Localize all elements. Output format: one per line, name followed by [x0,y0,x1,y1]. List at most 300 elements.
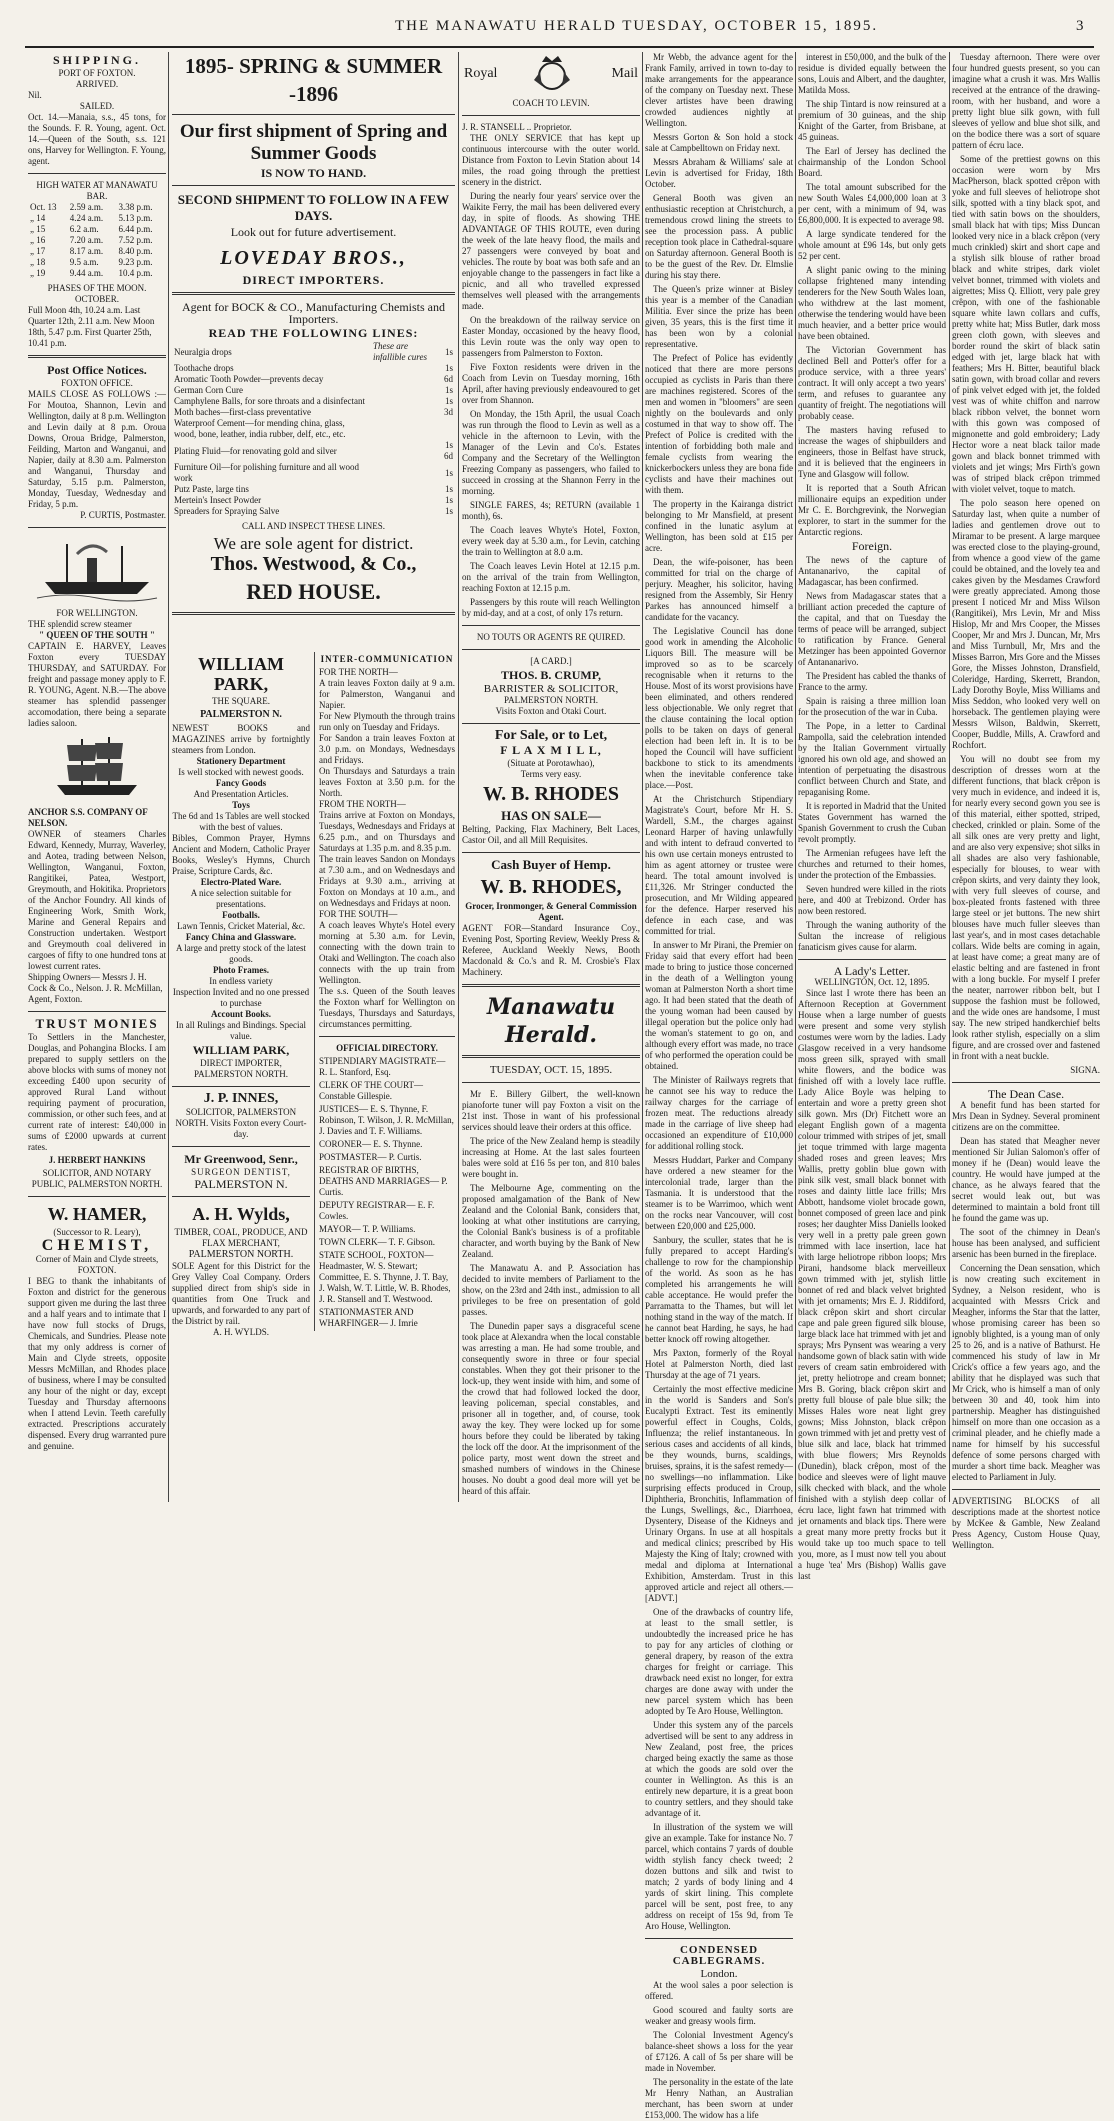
wylds-title: A. H. Wylds, [192,1204,290,1224]
post-office-text: MAILS CLOSE AS FOLLOWS :— For Moutoa, Shannon, Levin and Wellington, daily at 8 p.m. Wellington and Levin daily at 8 p.m. Oroua Downs, Oroua Bridge, Palmerston, Feilding, Marton and Wanganui, and Napier, daily at 8.30 a.m. Palmerston and Wanganui, Thursday and Saturday, 5.15 p.m. Palmerston, Monday, Tuesday, Wednesday and Friday, 5 p.m. [28,389,166,509]
product-line-cell: 1s [444,363,453,373]
official-entry: REGISTRAR OF BIRTHS, DEATHS AND MARRIAGES— P. Curtis. [319,1165,448,1197]
park-account: Account Books. [210,1009,271,1019]
product-line-cell [371,440,437,462]
park-bibles: Bibles, Common Prayer, Hymns Ancient and Modern, Catholic Prayer Books, Wesley's Hymns, Church Praise, Scripture Cards, &c. [172,833,310,876]
herald-paragraph: The Dunedin paper says a disgraceful scene took place at Alexandra when the local constable was arresting a man. He had some trouble, and consequently swore in three or four special constables. When they got their prisoner to the lock-up, they went inside with him, and some of the crowd that had followed locked the door, leaving policeman, special constables, and prisoner all in together, and, of course, took away the key. They were locked up for some hours before they could be liberated by taking the lock off the door. At the imprisonment of the police party, most went down the street and smashed numbers of windows in the Chinese houses. No doubt a good deal more will yet be heard of this affair. [462,1321,640,1496]
news-paragraph: Certainly the most effective medicine in the world is Sanders and Son's Eucalypti Extract. Test its eminently powerful effect in Coughs, Colds, Influenza; the relief instantaneous. In serious cases and accidents of all kinds, be they wounds, burns, scaldings, bruises, sprains, it is the safest remedy—no swellings—no inflammation. Like surprising effects produced in Croup, Diphtheria, Bronchitis, Inflammation of the Lungs, Swellings, &c., Diarrhoea, Dysentery, Disease of the Kidneys and Urinary Organs. In use at all hospitals and medical clinics; prescribed by His Majesty the King of Italy; crowned with medal and diploma at International Exhibition, Amsterdam. Trust in this approved article and reject all others.—[ADVT.] [645,1384,793,1603]
for-wellington: FOR WELLINGTON. [56,608,138,618]
coach-paragraphs [462,133,640,619]
wylds-text: SOLE Agent for this District for the Grey Valley Coal Company. Orders supplied direct from ship's side in quantities from One Truck and upwards, and forwarded to any part of the District by rail. [172,1261,310,1326]
divider [28,1011,166,1012]
product-line-cell [371,363,437,374]
crump-name: THOS. B. CRUMP, [501,668,601,682]
park-invite: Inspection Invited and no one pressed to purchase [172,987,310,1008]
official-entry: POSTMASTER— P. Curtis. [319,1152,422,1162]
news-paragraph: Sanbury, the sculler, states that he is fully prepared to accept Harding's challenge to row for the championship of the world. As soon as he has completed his arrangements he will cable acceptance. He would prefer the Parramatta to the Thames, but will let nothing stand in the way of the match. If he cannot beat Harding, he says, he had better knock off rowing altogether. [645,1235,793,1344]
news-paragraph: The total amount subscribed for the new South Wales £4,000,000 loan at 3 per cent, with a minimum of 94, was £6,800,000. It is expected to average 98. [798,182,946,225]
lookout-text: Look out for future advertisement. [230,225,397,239]
official-title: OFFICIAL DIRECTORY. [336,1043,438,1053]
official-entry: JUSTICES— E. S. Thynne, F. Robinson, T. Wilson, J. R. McMillan, J. Davies and T. F. Williams. [319,1104,454,1136]
cablegrams-title: CONDENSED CABLEGRAMS. [672,1944,766,1967]
masthead-rule [25,46,1094,48]
column-divider [949,52,950,1502]
divider [952,1082,1100,1083]
dean-case-title: The Dean Case. [987,1087,1065,1101]
steamer-intro: THE splendid screw steamer [28,619,132,629]
cablegram-paragraph: The Colonial Investment Agency's balance-sheet shows a loss for the year of £7126. A call of 5s per share will be made in November. [645,2030,793,2073]
product-line-cell: 1s [444,506,453,516]
coach-paragraph: On Monday, the 15th April, the usual Coach was run through the flood to Levin as well as a vehicle in the afternoon to Levin, with the Manager of the Levin and Co's. Estates Company and the Secretary of the Wellington Freezing Company as passengers, who failed to succeed in crossing at the Shannon Ferry in the morning. [462,409,640,496]
tide-cell: „ 17 [30,246,46,256]
high-water-title: HIGH WATER AT MANAWATU BAR. [36,180,158,201]
divider [462,852,640,853]
tide-cell: 4.24 a.m. [69,213,104,223]
column-6 [952,52,1100,1550]
column-divider [642,52,643,1502]
news-paragraph: The masters having refused to increase the wages of shipbuilders and engineers, those in Belfast have struck, and it is believed that the engineers in Tyne and Glasgow will follow. [798,425,946,479]
park-china: Fancy China and Glassware. [185,932,297,942]
official-entry: CORONER— E. S. Thynne. [319,1139,423,1149]
rhodes-title-2: W. B. RHODES, [480,876,622,898]
inter-south-label: FOR THE SOUTH— [319,909,398,919]
inter-north-label: FOR THE NORTH— [319,667,398,677]
official-directory [319,1056,455,1329]
trust-text: To Settlers in the Manchester, Douglas, and Pohangina Blocks. I am prepared to supply settlers on the above blocks with sums of money not exceeding £400 upon security of approved Rural Land without requiring payment of procuration, commission, or other such fees, and at current rate of interest: £40,000 in sums of £2000 upwards at current rates. [28,1032,166,1152]
official-entry: CLERK OF THE COURT— Constable Gillespie. [319,1080,424,1101]
park-advert [172,652,310,1338]
steamer-text: CAPTAIN E. HARVEY, Leaves Foxton every TUESDAY THURSDAY, and SATURDAY. For freight and passage money apply to F. R. YOUNG, Agent. N.B.—The above steamer has splendid passenger accomodation, there being a separate ladies saloon. [28,641,166,728]
news-paragraphs [645,52,793,1932]
product-line-cell: Furniture Oil—for polishing furniture and all wood work [174,462,359,483]
crump-title: BARRISTER & SOLICITOR, [483,683,619,695]
foreign-paragraph: Seven hundred were killed in the riots here, and 400 at Trebizond. Order has now been restored. [798,884,946,916]
news-paragraph: Mr Webb, the advance agent for the Frank Family, arrived in town to-day to make arrangements for the appearance of the company on Tuesday next. These clever artistes have been drawing crowded audiences nightly at Wellington. [645,52,793,128]
foreign-paragraph: News from Madagascar states that a brilliant action preceded the capture of the capital, and that on Tuesday the terms of peace will be arranged, subject to ratification by France. General Metzinger has been appointed Governor of Antananarivo. [798,591,946,667]
tide-cell: „ 16 [30,235,46,245]
product-line-cell [371,418,437,440]
foreign-paragraph: Spain is raising a three million loan for the prosecution of the war in Cuba. [798,696,946,717]
news-paragraphs [798,52,946,538]
chemist-title: CHEMIST, [41,1237,153,1254]
news-paragraph: The Earl of Jersey has declined the chairmanship of the London School Board. [798,146,946,178]
read-lines-title: READ THE FOLLOWING LINES: [208,326,419,340]
wylds-trade: TIMBER, COAL, PRODUCE, AND FLAX MERCHANT, [174,1227,308,1248]
hamer-address: Corner of Main and Clyde streets, FOXTON. [35,1254,159,1275]
news-paragraph: The Legislative Council has done good work in amending the Alcoholic Liquors Bill. The measure will be improved so as to be scarcely recognisable when it returns to the House. Most of its worst provisions have been eliminated, and others rendered less objectionable. We only regret that the clause containing the local option polls to be taken on days of general election had been left in. It is to be hoped the Council will have sufficient backbone to stick to its amendments when the inevitable conference take place.—Post. [645,626,793,790]
coach-title: COACH TO LEVIN. [512,98,590,108]
product-line-cell [371,374,437,385]
foreign-paragraph: It is reported in Madrid that the United States Government has warned the Spanish Government to crush the Cuban revolt promptly. [798,801,946,844]
product-line-cell: Mertein's Insect Powder [174,495,262,505]
rhodes-title: W. B. RHODES [483,783,619,805]
advertising-blocks: ADVERTISING BLOCKS of all descriptions made at the shortest notice by McKee & Gamble, New Zealand Press Agency, Custom House Quay, Wellington. [952,1496,1100,1550]
divider [28,355,166,358]
sole-agent: We are sole agent for district. [213,534,414,553]
coach-paragraph: SINGLE FARES, 4s; RETURN (available 1 month), 6s. [462,500,640,521]
tide-cell: 3.38 p.m. [118,202,153,212]
coach-paragraph: The Coach leaves Whyte's Hotel, Foxton, every week day at 5.30 a.m., for Levin, catching the train to Wellington at 8.0 a.m. [462,525,640,557]
divider [172,1196,310,1197]
steamer-illustration [37,534,157,604]
tide-cell: 6.2 a.m. [69,224,99,234]
tide-cell: „ 15 [30,224,46,234]
product-line-cell [371,495,437,506]
news-paragraph: Dean, the wife-poisoner, has been committed for trial on the charge of perjury. Meagher, his solicitor, having resigned from the Assembly, Sir Henry Parkes has announced himself a candidate for the vacancy. [645,557,793,622]
herald-paragraph: The Melbourne Age, commenting on the proposed amalgamation of the Bank of New Zealand and the Colonial Bank, considers that, looking at what other institutions are carrying, the Colonial Bank's business is of a profitable character, and worth buying by the Bank of New Zealand. [462,1183,640,1259]
loveday-importers: DIRECT IMPORTERS. [242,273,385,287]
product-line-cell: Plating Fluid—for renovating gold and silver [174,445,337,456]
coach-paragraph: On the breakdown of the railway service on Easter Monday, occasioned by the heavy flood, this Levin route was the only way open to passengers from Palmerston to Foxton. [462,315,640,358]
column-divider [458,52,459,1502]
lady-letter-paragraph: Tuesday afternoon. There were over four hundred guests present, so you can imagine what a crush it was. Mrs Wallis received at the entrance of the drawing-room, with her husband, and wore a pretty light blue silk gown, with full sleeves of yellow and blue shot silk, and on the bodice there was a sort of square pattern of écru lace. [952,52,1100,150]
column-2 [172,52,455,1502]
herald-paragraphs [462,1089,640,1497]
product-line-cell: 1s [444,467,453,478]
dean-case-paragraphs [952,1100,1100,1483]
inter-text: The s.s. Queen of the South leaves the Foxton wharf for Wellington on Tuesdays, Thursdays and Saturdays, circumstances permitting. [319,986,455,1029]
inter-from-label: FROM THE NORTH— [319,799,406,809]
dean-case-paragraph: The soot of the chimney in Dean's house has been analysed, and sufficient arsenic has been burned in the fireplace. [952,1227,1100,1259]
lady-letter-paragraph: You will no doubt see from my description of dresses worn at the different functions, that black crêpon is very much in evidence, and indeed it is, for nearly every second gown you see is of this material, either spotted, striped, checked, crinkled or plain. Some of the all silk ones are very pretty and light, and are also very expensive; shot silks in all shades are also very fashionable, especially for blouses, to wear with crêpon skirts, and very dainty they look, with very full sleeves of course, and box-pleated fronts fastened with three large steel or jet buttons. The new shirt blouses have much fuller sleeves than last year's, and in most cases detachable collars. Wide belts are coming in again, at least have come; a great many are of elastic belting and are fastened in front with a long buckle. For myself I prefer the neater, narrower ribbon belt, but I suppose the fashion must be followed, and the wide ones are handsome, I must say. The new striped handkerchief belts look rather stylish, especially on a slim figure, and are crossed over and fastened in front with a neat buckle. [952,754,1100,1061]
product-line-cell: 1s [444,346,453,357]
park-fancy-text: And Presentation Articles. [193,789,289,799]
cablegram-paragraph: At the wool sales a poor selection is offered. [645,1980,793,2001]
wylds-town: PALMERSTON NORTH. [188,1249,294,1260]
divider [645,1938,793,1939]
dentist-title: SURGEON DENTIST, [191,1167,291,1177]
tide-row [28,224,166,235]
column-5 [798,52,946,1581]
tide-row [28,213,166,224]
coach-paragraph: During the nearly four years' service over the Waikite Ferry, the mail has been delivered every day, in spite of floods. As showing THE ADVANTAGE OF THIS ROUTE, even during the week of the late heavy flood, the mails and 27 passengers were conveyed by boat and vehicles. The route by boat was both safe and an enjoyable change to the passengers in fact like a picnic, and all who travelled expressed themselves well pleased with the arrangements made. [462,191,640,311]
touts-notice: NO TOUTS OR AGENTS RE QUIRED. [476,632,626,642]
news-paragraph: A large syndicate tendered for the whole amount at £96 14s, but only gets 52 per cent. [798,229,946,261]
park-photo: Photo Frames. [213,965,269,975]
park-electro-text: A nice selection suitable for presentations. [190,888,292,909]
park-town: PALMERSTON N. [200,709,282,720]
divider [798,959,946,960]
loveday-title: LOVEDAY BROS., [220,247,407,269]
has-on-sale: HAS ON SALE— [501,808,601,823]
herald-paragraph: Mr E. Billery Gilbert, the well-known pianoforte tuner will pay Foxton a visit on the 21st inst. Those in want of his professional services should leave their orders at this office. [462,1089,640,1132]
divider [462,1082,640,1083]
coach-paragraph: The Coach leaves Levin Hotel at 12.15 p.m. on the arrival of the train from Wellington, reaching Foxton at 12.15 p.m. [462,561,640,593]
product-line-cell: 1s 6d [444,440,453,461]
park-stationery: Stationery Department [196,756,286,766]
foreign-paragraph: Through the waning authority of the Sultan the increase of religious fanaticism gives cause for alarm. [798,920,946,952]
royal-crest-icon [530,52,574,96]
news-paragraph: In illustration of the system we will give an example. Take for instance No. 7 parcel, which contains 7 yards of double width stylish fancy check tweed; 2 dozen buttons and silk and twist to match; 2 yards of body lining and 4 yards of skirt lining. This complete parcel will be sent, post free, to any address on receipt of 15s 9d, from Te Aro House, Wellington. [645,1822,793,1931]
park-electro: Electro-Plated Ware. [200,877,282,887]
post-office-sign: P. CURTIS, Postmaster. [80,510,166,520]
news-paragraph: One of the drawbacks of country life, at least to the small settler, is undoubtedly the increased price he has to pay for any articles of clothing or general drapery, by reason of the extra charges for freight or carriage. This drawback need exist no longer, for extra charges are done away with under the new parcel system which has been adopted by Te Aro House, Wellington. [645,1607,793,1716]
news-paragraph: In answer to Mr Pirani, the Premier on Friday said that every effort had been made to bring to justice those concerned in the death of a Wellington young woman at Palmerston North a short time ago. It had been stated that the death of the young woman had been caused by illegal operation but the police only had the woman's statement to go on, and although every effort was made, no trace of who performed the operation could be obtained. [645,940,793,1071]
divider [952,1489,1100,1490]
product-line-cell [371,407,437,418]
divider [28,173,166,174]
foreign-paragraphs [798,555,946,953]
royal-label: Royal [464,66,498,81]
news-paragraph: Messrs Abraham & Williams' sale at Levin is advertised for Friday, 18th October. [645,157,793,189]
dean-case-paragraph: Dean has stated that Meagher never mentioned Sir Julian Salomon's offer of money if he (Dean) would leave the country. He would have jumped at the chance, as he always feared that the secret would leak out, but was determined to maintain a bold front till he found the game was up. [952,1136,1100,1223]
news-paragraph: Messrs Huddart, Parker and Company have ordered a new steamer for the intercolonial trade, larger than the Tasmania. It is understood that the steamer is to be Warrimoo, which went on the rocks near Vancouver, will cost between £20,000 and £25,000. [645,1155,793,1231]
official-entry: MAYOR— T. P. Williams. [319,1224,416,1234]
for-sale-title: For Sale, or to Let, [494,728,608,743]
product-line-cell: 1s [444,385,453,395]
post-office-sub: FOXTON OFFICE. [61,378,133,388]
product-line-row [172,374,455,385]
london-heading: London. [700,1968,738,1980]
masthead [0,14,1114,46]
tide-cell: „ 14 [30,213,46,223]
westwood-title: Thos. Westwood, & Co., [210,553,417,575]
sailing-ship-illustration [47,733,147,803]
inter-text: For New Plymouth the through trains run only on Tuesday and Fridays. [319,711,455,732]
product-line-row [172,462,455,484]
divider [172,1146,310,1147]
tide-cell: 9.44 a.m. [69,268,104,278]
product-line-cell [371,396,437,407]
hamer-title: W. HAMER, [47,1204,147,1224]
product-line-cell: These are infallible cures [373,341,427,362]
lady-letter-paragraph: Since last I wrote there has been an Afternoon Reception at Government House when a large number of guests were present and some very stylish costumes were worn by the ladies. Lady Glasgow received in a very handsome moss green silk, sprayed with small white flowers, and the bodice was finished off with a lovely lace ruffle. Lady Alice Boyle was helping to entertain and wore a pretty green shot silk gown. Mrs (Dr) Fitchett wore an elegant English gown of a magenta colour trimmed with stripes of jet, small jet toque trimmed with large magenta shaded roses and green leaves; Mrs Wallis, pretty goblin blue gown with pink silk vest, small black bonnet with roses and dainty little lace frills; Mrs Abbott, handsome violet brocade gown, bonnet composed of green lace and pink roses; her daughter Miss Daniells looked very well in a pretty pale green gown trimmed with lace insertion, lace hat with large heliotrope ribbon loops; Mrs Pirani, handsome black merveilleux gown trimmed with jet, stylish little bonnet of red and black velvet brighted with jet ornaments; Mrs E. J. Riddiford, black crêpon skirt and short circular cape and pale green figured silk blouse, large black lace hat trimmed with jet and sprays; Mrs Pynsent was wearing a very handsome gown of black satin with wide revers of cream satin embroidered with jet, pretty heliotrope and cream bonnet; Mrs B. Goring, black crêpon skirt and pretty full blouse of pale blue silk; the Misses Hales wore neat light grey gowns; Miss Johnston, black crêpon gown trimmed with jet and pretty vest of blue silk and lace, black hat trimmed with blue flowers; Mrs Reynolds (Dunedin), black crêpon, most of the bodice and sleeves were of light mauve silk checked with black, and the whole finished with a stylish deep collar of écru lace, light fawn hat trimmed with jet ornaments and black tips. There were a great many more pretty frocks but it would take up too much space to tell you, more, as I must now tell you about a huge 'tea' Mrs (Bishop) Wallis gave last [798,988,946,1581]
port-title: PORT OF FOXTON. [58,68,136,78]
foreign-paragraph: The Armenian refugees have left the churches and returned to their homes, under the protection of the Embassies. [798,848,946,880]
call-inspect: CALL AND INSPECT THESE LINES. [241,521,386,531]
inter-text: Trains arrive at Foxton on Mondays, Tuesdays, Wednesdays and Fridays at 6.25 p.m., and on Thursdays and Saturdays at 1.35 p.m. and 8.35 p.m. [319,810,456,853]
cash-buyer: Cash Buyer of Hemp. [491,857,611,872]
lady-letter-paragraphs [798,988,946,1582]
news-paragraph: A slight panic owing to the mining collapse frightened many intending tenderers for the New South Wales loan, who withdrew at the last moment, otherwise the tendering would have been much heavier, and a better price would have been obtained. [798,265,946,341]
news-paragraph: It is reported that a South African millionaire equips an expedition under Mr C. E. Borchgrevink, the Norwegian explorer, to start in the summer for the Antarctic regions. [798,483,946,537]
park-sign: WILLIAM PARK, [192,1043,290,1057]
rhodes-grocer: Grocer, Ironmonger, & General Commission Agent. [465,901,637,922]
divider [172,292,455,295]
card-label: [A CARD.] [530,656,572,666]
product-line-cell: 1s [444,495,453,505]
moon-text: Full Moon 4th, 10.24 a.m. Last Quarter 12th, 2.11 a.m. New Moon 18th, 5.47 p.m. First Quarter 25th, 10.41 p.m. [28,305,155,348]
inter-communication-block [314,652,455,1331]
masthead-title: THE MANAWATU HERALD TUESDAY, OCTOBER 15, 1895. [395,18,879,34]
product-line-cell: Aromatic Tooth Powder—prevents decay [174,374,324,384]
park-fancy: Fancy Goods [215,778,267,788]
second-shipment: SECOND SHIPMENT TO FOLLOW IN A FEW DAYS. [177,192,450,223]
page-number: 3 [1076,18,1084,34]
official-entry: STATE SCHOOL, FOXTON— Headmaster, W. S. Stewart; Committee, E. S. Thynne, J. T. Bay, J. Walsh, W. T. Little, W. B. Rhodes, J. R. Stansell and T. Westwood. [319,1250,451,1304]
divider [462,1055,640,1058]
product-line-cell: 1s [444,396,453,406]
news-paragraph: The Victorian Government has declined Bell and Potter's offer for a produce service, with a three years' contract. It will only accept a two years' term, and refuses to guarantee any quantity of freight. The negotiations will probably cease. [798,345,946,421]
dentist-town: PALMERSTON N. [194,1177,288,1191]
coach-paragraph: Passengers by this route will reach Wellington by mid-day, and at a cost, of only 17s return. [462,597,640,618]
product-line-row [172,396,455,407]
product-line-cell [371,506,437,517]
anchor-agents: Shipping Owners— Messrs J. H. Cock & Co., Nelson. J. R. McMillan, Agent, Foxton. [28,972,163,1004]
divider [462,115,640,116]
official-entry: TOWN CLERK— T. F. Gibson. [319,1237,436,1247]
product-line-cell: Neuralgia drops [174,346,232,357]
herald-date: TUESDAY, OCT. 15, 1895. [489,1064,613,1076]
anchor-title: ANCHOR S.S. COMPANY OF NELSON. [28,807,148,828]
foreign-heading: Foreign. [851,539,893,553]
moon-month: OCTOBER. [74,294,120,304]
product-line-cell [437,418,455,440]
product-line-row [172,407,455,418]
crump-visits: Visits Foxton and Otaki Court. [495,706,607,716]
rhodes-agent: AGENT FOR—Standard Insurance Coy., Evening Post, Sporting Review, Weekly Press & Referee, Auckland Weekly News, Booth Macdonald & Co.'s and R. M. Crosbie's Flax Machinery. [462,923,640,977]
shipment-text: Our first shipment of Spring and Summer Goods [179,121,448,164]
news-paragraph: The ship Tintard is now reinsured at a premium of 30 guineas, and the ship Knight of the Garter, from Brisbane, at 45 guineas. [798,99,946,142]
tide-cell: 6.44 p.m. [118,224,153,234]
divider [172,185,455,186]
hankins-sub: SOLICITOR, AND NOTARY PUBLIC, PALMERSTON NORTH. [31,1168,163,1189]
product-line-cell [371,462,437,484]
coach-paragraph: Five Foxton residents were driven in the Coach from Levin on Tuesday morning, 16th April, after having previously endeavoured to get over from Shannon. [462,362,640,405]
lady-letter-paragraph: Some of the prettiest gowns on this occasion were worn by Mrs MacPherson, black spotted crêpon with yoke and full sleeves of heliotrope shot silk, spotted with a tiny black spot, and tied with satin bows on the shoulders, small black hat with tips; Miss Duncan looked very nice in a black crêpon (very much crinkled) skirt and short cape and a stylish silk blouse of rather broad black and white stripes, dark violet velvet bonnet, trimmed with violets and aigrettes; Miss Q. Elliott, very pale grey crêpon, with one of the fashionable square white lawn collars and cuffs, pretty white hat; Miss Butler, dark moss green cloth gown, with sleeves and border round the skirt of black satin edged with jet, large black hat with feathers; Mrs H. Bitter, beautiful black satin gown, with broad collar and revers of pink velvet edged with jet, the folded vest was of white chiffon and narrow black ribbon velvet, the bonnet worn with this gown was composed of mignonette and gold embroidery; Lady Hector wore a neat black tailor made gown and black bonnet trimmed with violets and jet wings; Mrs Firth's gown was of striped black crêpon trimmed with violet velvet, toque to match. [952,154,1100,494]
product-lines-table [172,341,455,517]
tide-cell: Oct. 13 [30,202,57,212]
product-line-row [172,495,455,506]
product-line-row [172,385,455,396]
column-divider [795,52,796,1502]
tide-cell: 2.59 a.m. [69,202,104,212]
cablegram-paragraphs [645,1980,793,2121]
dean-case-paragraph: Concerning the Dean sensation, which is now creating such excitement in Sydney, a Nelson resident, who is acquainted with Messrs Crick and Meagher, informs the Star that the latter, whose promising career has been so ignobly blighted, is a young man of only 25 to 26, and is a native of Bathurst. He commenced his study of law in Mr Crick's office a few years ago, and the ability that he displayed was such that Mr Crick, who is himself a man of only between 30 and 40, took him into partnership. Meagher has distinguished himself on more than one occasion as a criminal pleader, and he chiefly made a name for himself by his successful defence of some persons charged with murder a short time back. Meagher was elected to Parliament in July. [952,1263,1100,1482]
lady-letter-paragraph: The polo season here opened on Saturday last, when quite a number of ladies and gentlemen drove out to Miramar to be present. A large marquee was erected close to the playing-ground, from whence a good view of the game could be obtained, and the lovely tea and cakes given by the Mesdames Crawford were greatly appreciated. Among those present I noticed Mr and Miss Wilson (Rangitikei), Mrs Levin, Mr and Miss Hislop, Mr and Mrs Cooper, the Misses Cooper, Mr and Mrs J. Duncan, Mr, Mrs and Miss Turnbull, Mr, Mrs and the Misses Barron, Mrs Gore and the Misses Gore, the Misses Johnston, Dransfield, Coleridge, Harding, Skerrett, Brandon, Lady Dorothy Boyle, Miss Williams and Miss Seddon, who looked very well on horseback. The gentlemen playing were Messrs Wilson, Baldwin, Skerrett, Cooper, Buddle, Mills, A. Crawford and Rochfort. [952,498,1100,750]
news-paragraph: Mrs Paxton, formerly of the Royal Hotel at Palmerston North, died last Thursday at the age of 71 years. [645,1348,793,1380]
news-paragraph: Messrs Gorton & Son hold a stock sale at Campbelltown on Friday next. [645,132,793,153]
park-title: WILLIAM PARK, [197,654,284,694]
inter-title: INTER-COMMUNICATION [320,654,454,664]
foreign-paragraph: The news of the capture of Antananarivo, the capital of Madagascar, has been confirmed. [798,555,946,587]
hamer-text: I BEG to thank the inhabitants of Foxton and district for the generous support given me during the last three and a half years and to intimate that I have now full stocks of Drugs, Chemicals, and Sundries. Please note that my only address is corner of Main and Clyde streets, opposite Messrs McMillan, and Rhodes place of business, where I may be consulted any hour of the night or day, except Tuesday and Thursday afternoons when I attend Levin. Teeth carefully extracted. Prescriptions accurately dispensed. Every drug warranted pure and genuine. [28,1276,166,1451]
inter-text: The train leaves Sandon on Mondays at 7.30 a.m., and on Wednesdays and Fridays at 9.30 a.m., arriving at Foxton on Mondays at 10 a.m., and on Wednesdays and Fridays at noon. [319,854,455,908]
product-line-cell: Moth baches—first-class preventative [174,407,311,417]
park-footballs: Footballs. [222,910,260,920]
tide-cell: „ 18 [30,257,46,267]
park-square: THE SQUARE. [212,696,270,706]
tide-row [28,202,166,213]
inter-text: A coach leaves Whyte's Hotel every morning at 5.30 a.m. for Levin, connecting with the down train to Otaki and Wellington. The coach also connects with the up train from Wellington. [319,920,455,985]
cablegram-paragraph: The personality in the estate of the late Mr Henry Nathan, an Australian merchant, has been sworn at under £153,000. The widow has a life [645,2077,793,2120]
steamer-name: " QUEEN OF THE SOUTH " [39,630,155,640]
arrived-label: ARRIVED. [75,79,119,89]
herald-logo: Manawatu Herald. [486,994,616,1048]
divider [172,1086,310,1087]
news-paragraph: interest in £50,000, and the bulk of the residue is divided equally between the sons, Louis and Albert, and the daughter, Matilda Moss. [798,52,946,95]
lady-letter-title: A Lady's Letter. [833,964,911,978]
park-news: NEWEST BOOKS and MAGAZINES arrive by fortnightly steamers from London. [172,723,310,755]
tide-cell: 10.4 p.m. [118,268,153,278]
tide-cell: 7.20 a.m. [69,235,104,245]
official-entry: STATIONMASTER AND WHARFINGER— J. Imrie [319,1307,418,1328]
tide-row [28,257,166,268]
park-sign-sub: DIRECT IMPORTER, PALMERSTON NORTH. [194,1058,288,1079]
sailed-label: SAILED. [79,101,115,111]
divider [172,612,455,615]
tide-cell: 8.17 a.m. [69,246,104,256]
news-paragraph: General Booth was given an enthusiastic reception at Christchurch, a tremendous crowd lining the streets to see the procession pass. A public reception took place in Cathedral-square on Saturday afternoon. General Booth is to be the guest of the Rev. Dr. Elmslie during his stay there. [645,193,793,280]
cablegram-paragraph: Good scoured and faulty sorts are weaker and greasy wools firm. [645,2005,793,2026]
official-entry: STIPENDIARY MAGISTRATE— R. L. Stanford, Esq. [319,1056,446,1077]
product-line-cell: 1s [444,484,453,494]
tide-cell: „ 19 [30,268,46,278]
foreign-paragraph: The Pope, in a letter to Cardinal Rampolla, said the celebration intended by the Italian Government virtually ignored his own old age, and showed an intention of perpetuating the disastrous conflict between Church and State, and repaganising Rome. [798,721,946,797]
product-line-row [172,440,455,462]
divider [172,114,455,115]
news-paragraph: The Prefect of Police has evidently noticed that there are more persons occupied as cyclists in Paris than there are machines registered. Scores of the men and women in "bloomers" are seen nightly on the boulevards and only costumed in that way to show off. The Prefect of Police is credited with the intention of forbidding both male and female cyclists from wearing the knickerbockers unless they are bona fide cyclists and have their machines out with them. [645,353,793,495]
park-photo-text: In endless variety [209,976,273,986]
park-toys: Toys [232,800,250,810]
divider [462,984,640,987]
greenwood-title: Mr Greenwood, Senr., [184,1152,298,1166]
news-paragraph: At the Christchurch Stipendiary Magistrate's Court, before Mr H. S. Wardell, S.M., the charges against Leonard Harper of having unlawfully and with intent to defraud converted to his own use certain moneys entrusted to him as agent attorney or trustee were heard. The total amount involved is £11,326. Mr Stringer conducted the prosecution, and Mr Wilding appeared for the defence. Harper reserved his defence in each case, and was committed for trial. [645,794,793,936]
product-line-row [172,484,455,495]
tide-cell: 8.40 p.m. [118,246,153,256]
product-line-row [172,418,455,440]
wylds-sign: A. H. WYLDS. [212,1327,270,1337]
product-line-row [172,363,455,374]
hamer-sub: (Successor to R. Leary), [53,1227,141,1237]
tide-table [28,202,166,279]
divider [462,649,640,650]
product-line-cell: Waterproof Cement—for mending china, glass, wood, bone, leather, india rubber, delf, etc., etc. [174,418,346,439]
herald-paragraph: The price of the New Zealand hemp is steadily increasing at Home. At the last sales fourteen bales were sold at £16 5s per ton, and 810 bales were bought in. [462,1136,640,1179]
tide-cell: 5.13 p.m. [118,213,153,223]
park-footballs-text: Lawn Tennis, Cricket Material, &c. [177,921,305,931]
dean-case-paragraph: A benefit fund has been started for Mrs Dean in Sydney. Several prominent citizens are on the committee. [952,1100,1100,1132]
agent-bock: Agent for BOCK & CO., Manufacturing Chemists and Importers. [182,300,445,326]
lady-letter-date: WELLINGTON, Oct. 12, 1895. [814,977,930,987]
royal-mail-header [462,52,640,98]
inter-text: For Sandon a train leaves Foxton at 3.0 p.m. on Mondays, Wednesdays and Fridays. [319,733,455,765]
product-line-cell: 3d [444,407,453,417]
foreign-paragraph: The President has cabled the thanks of France to the army. [798,671,946,692]
crump-town: PALMERSTON NORTH. [504,695,598,705]
product-line-row [172,341,455,363]
product-line-cell: Toothache drops [174,363,234,373]
hankins-title: J. HERBERT HANKINS [48,1155,146,1165]
tide-cell: 7.52 p.m. [118,235,153,245]
divider [28,1196,166,1197]
tide-row [28,235,166,246]
now-to-hand: IS NOW TO HAND. [260,166,367,180]
divider [28,527,166,528]
park-china-text: A large and pretty stock of the latest goods. [175,943,307,964]
tide-row [28,246,166,257]
stansell-line: J. R. STANSELL .. Proprietor. [462,122,572,132]
coach-paragraph: THE ONLY SERVICE that has kept up continuous intercourse with the outer world. Distance from Foxton to Levin Station about 14 miles, the road going through the prettiest scenery in the district. [462,133,640,187]
red-house: RED HOUSE. [246,579,381,604]
product-line-cell: Spreaders for Spraying Salve [174,506,280,516]
post-office-title: Post Office Notices. [47,363,147,377]
flax-location: (Situate at Porotawhao), [507,758,595,768]
official-entry: DEPUTY REGISTRAR— E. F. Cowles. [319,1200,435,1221]
product-line-cell: Camphylene Balls, for sore throats and a disinfectant [174,396,365,406]
divider [462,723,640,724]
news-paragraph: The Queen's prize winner at Bisley this year is a member of the Canadian Militia. Ever since the prize has been given, 35 years, this is the first time it has been won by a colonial representative. [645,284,793,349]
product-line-cell [371,385,437,396]
anchor-text: OWNER of steamers Charles Edward, Kennedy, Murray, Waverley, and Aotea, trading between Nelson, Wellington, Wanganui, Foxton, Rangitikei, Patea, Westport, Greymouth, and Hokitika. Proprietors of the Anchor Foundry. All kinds of Engineering Work, Smith Work, Marine and General Repairs and Construction undertaken. Westport and Greymouth coal delivered in cargoes of fifty to one hundred tons at lowest current rates. [28,829,166,971]
innes-title: J. P. INNES, [203,1091,279,1106]
column-4 [645,52,793,2120]
tide-cell: 9.5 a.m. [69,257,99,267]
lady-letter-continued [952,52,1100,1062]
flax-terms: Terms very easy. [520,769,582,779]
inter-text: A train leaves Foxton daily at 9 a.m. for Palmerston, Wanganui and Napier. [319,678,455,710]
flax-mill-title: F L A X M I L L, [500,743,602,757]
